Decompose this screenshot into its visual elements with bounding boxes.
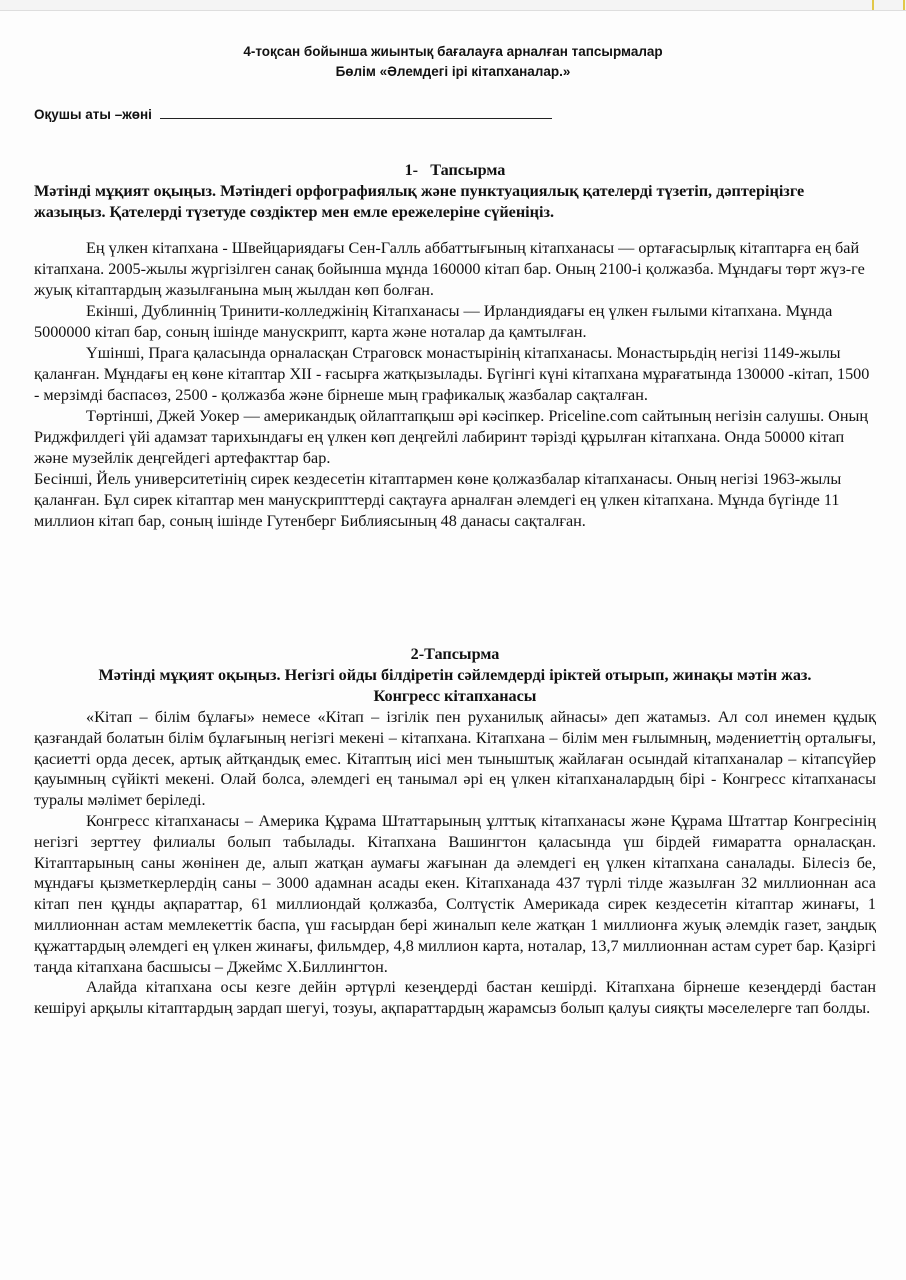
task2-text: [34, 707, 876, 1019]
task2-paragraph: Алайда кітапхана осы кезге дейін әртүрлі кезеңдерді бастан кешірді. Кітапхана бірнеше кезеңдерді бастан кешіруі арқылы кітаптардың зардап шегуі, тозуы, ақпараттардың жарамсыз болып қалуы сияқты мәселелерге тап болды.: [34, 978, 876, 1018]
task2-subtitle: Конгресс кітапханасы: [373, 687, 537, 705]
task2-paragraph: «Кітап – білім бұлағы» немесе «Кітап – ізгілік пен руханилық айнасы» деп жатамыз. Ал сол инемен құдық қазғандай болатын білім бұлағының негізгі мекені – кітапхана. Кітапхана – білім мен ғылымның, мәдениеттің орталығы, қасиетті орда десек, артық айтқандық емес. Кітаптың иісі мен тыныштық жайлаған осындай кітапханалар – кітапсүйер қауымның сүйікті мекені. Олай болса, әлемдегі ең танымал әрі ең үлкен кітапханалардың бірі - Конгресс кітапханасы туралы мәлімет беріледі.: [34, 708, 876, 810]
student-name-line: [34, 106, 552, 122]
corner-mark-left: [872, 0, 874, 10]
task1-text: [34, 238, 876, 532]
task2-title: 2-Тапсырма: [410, 645, 500, 663]
header-title: 4-тоқсан бойынша жиынтық бағалауға арналған тапсырмалар: [243, 44, 663, 59]
task1-instruction: Мәтінді мұқият оқыңыз. Мәтіндегі орфографиялық және пунктуациялық қателерді түзетіп, дәптеріңізге жазыңыз. Қателерді түзетуде сөздіктер мен емле ережелеріне сүйеніңіз.: [34, 182, 805, 221]
task1-section: [34, 160, 876, 223]
student-name-blank: [160, 106, 552, 119]
task1-paragraph: Екінші, Дублиннің Тринити-колледжінің Кітапханасы — Ирландиядағы ең үлкен ғылыми кітапхана. Мұнда 5000000 кітап бар, соның ішінде манускрипт, карта және ноталар да қамтылған.: [34, 302, 833, 341]
task1-title: [34, 160, 876, 181]
header-section: Бөлім «Әлемдегі ірі кітапханалар.»: [335, 64, 571, 79]
task1-number: 1-: [404, 161, 419, 179]
task2-section: [34, 644, 876, 707]
task1-paragraph: Ең үлкен кітапхана - Швейцариядағы Сен-Галль аббаттығының кітапханасы — ортағасырлық кітаптарға ең бай кітапхана. 2005-жылы жүргізілген санақ бойынша мұнда 160000 кітап бар. Оның 2100-і қолжазба. Мұндағы төрт жүз-ге жуық кітаптардың жазылғанына мың жылдан көп болған.: [34, 239, 865, 299]
task2-paragraph: Конгресс кітапханасы – Америка Құрама Штаттарының ұлттық кітапханасы және Құрама Штаттар Конгресінің негізгі зерттеу филиалы болып табылады. Кітапхана Вашингтон қаласында үш бірдей ғимаратта орналасқан. Кітаптарының саны жөнінен де, алып жатқан аумағы жағынан да әлемдегі ең үлкен кітапхана саналады. Білесіз бе, мұндағы қызметкерлердің саны – 3000 адамнан асады екен. Кітапханада 437 түрлі тілде жазылған 32 миллионнан аса кітап пен құнды ақпараттар, 61 миллиондай қолжазба, Солтүстік Америкада сирек кездесетін кітаптар жинағы, 1 миллионнан астам мемлекеттік баспа, үш ғасырдан бері жиналып келе жатқан 1 миллионға жуық әлемдік газет, заңдық құжаттардың әлемдегі ең үлкен жинағы, фильмдер, 4,8 миллион карта, ноталар, 13,7 миллионнан астам сурет бар. Қазіргі таңда кітапхана басшысы – Джеймс Х.Биллингтон.: [34, 811, 876, 976]
task2-instruction: Мәтінді мұқият оқыңыз. Негізгі ойды білдіретін сәйлемдерді іріктей отырып, жинақы мәтін жаз.: [98, 666, 812, 684]
task1-paragraph: Бесінші, Йель университетінің сирек кездесетін кітаптармен көне қолжазбалар кітапханасы. Оның негізі 1963-жылы қаланған. Бұл сирек кітаптар мен манускрипттерді сақтауға арналған әлемдегі ең үлкен кітапхана. Мұнда бүгінде 11 миллион кітап бар, соның ішінде Гутенберг Библиясының 48 данасы сақталған.: [34, 470, 842, 530]
task1-paragraph: Төртінші, Джей Уокер — американдық ойлаптапқыш әрі кәсіпкер. Priceline.com сайтының негізін салушы. Оның Риджфилдегі үйі адамзат тарихындағы ең үлкен көп деңгейлі лабиринт тәрізді құрылған кітапхана. Онда 50000 кітап және музейлік деңгейдегі артефакттар бар.: [34, 407, 869, 467]
task1-title-text: Тапсырма: [430, 161, 506, 179]
corner-mark-right: [903, 0, 905, 10]
student-name-label: Оқушы аты –жөні: [34, 107, 152, 122]
document-top-edge: [0, 0, 906, 11]
task1-paragraph: Үшінші, Прага қаласында орналасқан Страговск монастырінің кітапханасы. Монастырьдің негізі 1149-жылы қаланған. Мұндағы ең көне кітаптар ХІІ - ғасырға жатқызылады. Бүгінгі күні кітапхана мұрағатында 130000 -кітап, 1500 - мерзімді баспасөз, 2500 - қолжазба және бірнеше мың графикалық жазбалар сақталған.: [34, 344, 870, 404]
